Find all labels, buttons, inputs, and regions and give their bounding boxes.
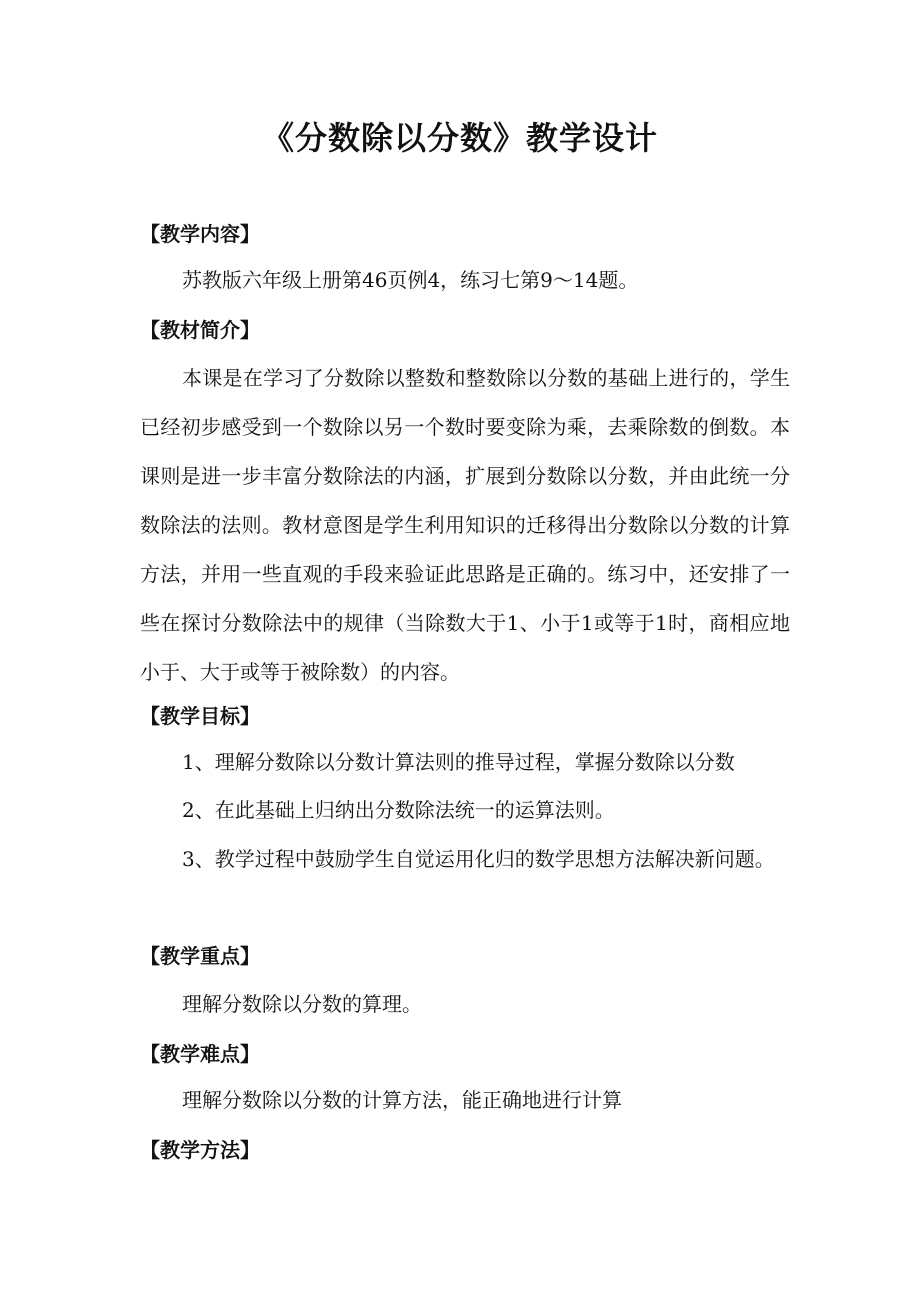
section-heading: 【教材简介】 [140,318,260,342]
section-teaching-difficulty-body [140,1086,790,1114]
section-teaching-method [140,1136,790,1164]
section-heading: 【教学难点】 [140,1042,260,1066]
section-textbook-intro [140,316,790,344]
section-heading: 【教学重点】 [140,944,260,968]
section-heading: 【教学目标】 [140,704,260,728]
section-teaching-content [140,220,790,248]
section-teaching-focus-body [140,990,790,1018]
section-teaching-goals [140,702,790,730]
section-heading: 【教学内容】 [140,222,260,246]
section-text: 理解分数除以分数的计算方法，能正确地进行计算 [182,1088,622,1112]
goal-item-1 [140,748,790,776]
document-title: 《分数除以分数》教学设计 [261,119,658,157]
goal-item-3 [140,835,790,884]
section-teaching-content-body [140,266,790,294]
section-textbook-intro-body [140,354,790,697]
section-text: 苏教版六年级上册第46页例4，练习七第9～14题。 [182,268,639,292]
list-item: 2、在此基础上归纳出分数除法统一的运算法则。 [182,798,615,822]
list-item: 1、理解分数除以分数计算法则的推导过程，掌握分数除以分数 [182,750,735,774]
goal-item-2 [140,796,790,824]
section-paragraph: 本课是在学习了分数除以整数和整数除以分数的基础上进行的，学生已经初步感受到一个数除以另一个数时要变除为乘，去乘除数的倒数。本课则是进一步丰富分数除法的内涵，扩展到分数除以分数，并由此统一分数除法的法则。教材意图是学生利用知识的迁移得出分数除以分数的计算方法，并用一些直观的手段来验证此思路是正确的。练习中，还安排了一些在探讨分数除法中的规律（当除数大于1、小于1或等于1时，商相应地小于、大于或等于被除数）的内容。 [140,366,790,684]
list-item: 3、教学过程中鼓励学生自觉运用化归的数学思想方法解决新问题。 [182,847,775,871]
section-teaching-difficulty [140,1040,790,1068]
section-text: 理解分数除以分数的算理。 [182,992,422,1016]
section-heading: 【教学方法】 [140,1138,260,1162]
section-teaching-focus [140,942,790,970]
